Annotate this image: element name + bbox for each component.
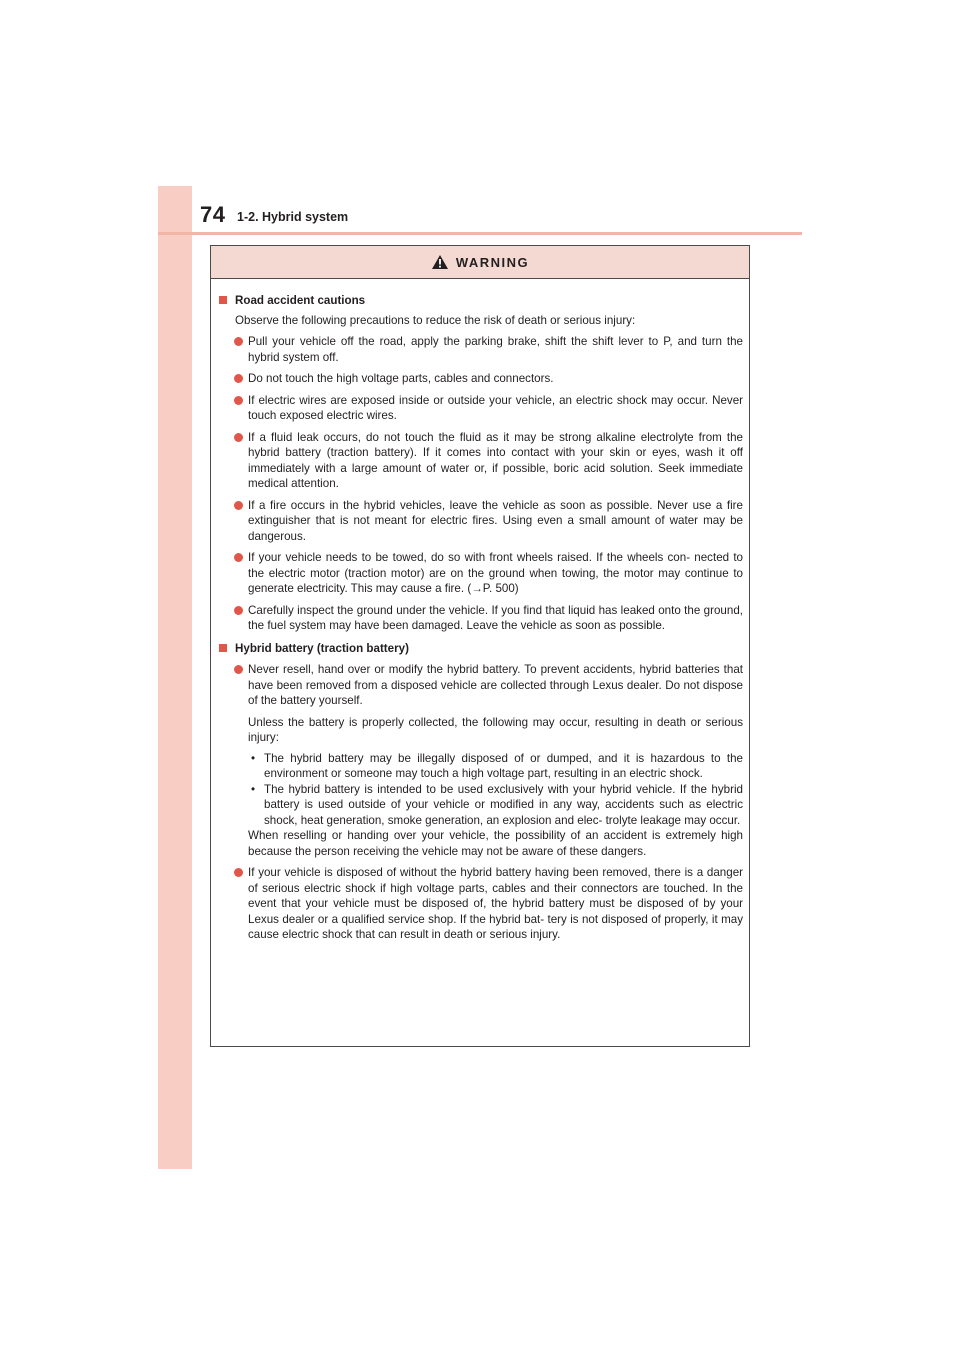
- header-rule: [158, 232, 802, 235]
- warning-header: [211, 246, 749, 279]
- round-bullet-icon: [234, 337, 243, 346]
- paragraph: Unless the battery is properly collected, the following may occur, resulting in death or serious injury:: [248, 715, 743, 744]
- bullet-text: Pull your vehicle off the road, apply the parking brake, shift the shift lever to P, and turn the hybrid system off.: [248, 335, 743, 364]
- square-bullet-icon: [219, 644, 227, 652]
- page-number: 74: [200, 202, 226, 227]
- round-bullet-icon: [234, 606, 243, 615]
- sub-list-item: [217, 751, 743, 782]
- dot-marker: •: [251, 751, 256, 765]
- bullet-item: [217, 550, 743, 597]
- bullet-text: If your vehicle is disposed of without the hybrid battery having been removed, there is a danger of serious electric shock if high voltage parts, cables and their connectors are touched. In the event that your vehicle must be disposed of, the hybrid battery must be disposed of by your Lexus dealer or a qualified service shop. If the hybrid bat- tery is not disposed of properly, it may cause electric shock that can result in death or serious injury.: [248, 866, 743, 941]
- bullet-item: [217, 430, 743, 492]
- bullet-text: If a fluid leak occurs, do not touch the fluid as it may be strong alkaline electrolyte from the hybrid battery (traction battery). If it comes into contact with your skin or eyes, wash it off immediately with a large amount of water or, if possible, boric acid solution. Seek immediate medical attention.: [248, 430, 743, 490]
- bullet-text: Do not touch the high voltage parts, cables and connectors.: [248, 372, 554, 385]
- dot-marker: •: [251, 782, 256, 796]
- warning-box: [210, 245, 750, 1047]
- bullet-item: [217, 662, 743, 709]
- bullet-item: [217, 603, 743, 634]
- round-bullet-icon: [234, 868, 243, 877]
- round-bullet-icon: [234, 396, 243, 405]
- warning-title: WARNING: [455, 254, 530, 270]
- section-intro: Observe the following precautions to reduce the risk of death or serious injury:: [235, 313, 636, 327]
- sub-item-text: The hybrid battery may be illegally disposed of or dumped, and it is hazardous to the environment or someone may touch a high voltage part, resulting in an electric shock.: [264, 751, 743, 780]
- warning-body: [211, 279, 749, 943]
- round-bullet-icon: [234, 665, 243, 674]
- bullet-text: If your vehicle needs to be towed, do so with front wheels raised. If the wheels con- nected to the electric motor (traction motor) are on the ground when towing, the motor may continue to generate electricity. This may cause a fire.: [248, 551, 743, 595]
- bullet-text: If electric wires are exposed inside or outside your vehicle, an electric shock may occur. Never touch exposed electric wires.: [248, 393, 743, 422]
- round-bullet-icon: [234, 553, 243, 562]
- warning-triangle-icon: [431, 254, 449, 270]
- sub-item-text: The hybrid battery is intended to be used exclusively with your hybrid vehicle. If the hybrid battery is used outside of your vehicle or modified in any way, accidents such as electric shock, heat generation, smoke generation, an explosion and elec- trolyte leakage may occur.: [264, 782, 743, 827]
- bullet-item: [217, 498, 743, 545]
- closing-paragraph: When reselling or handing over your vehicle, the possibility of an accident is extremely high because the person receiving the vehicle may not be aware of these dangers.: [248, 829, 743, 858]
- round-bullet-icon: [234, 374, 243, 383]
- section-heading-hybrid-battery: [217, 641, 743, 657]
- bullet-text: Carefully inspect the ground under the vehicle. If you find that liquid has leaked onto the ground, the fuel system may have been damaged. Leave the vehicle as soon as possible.: [248, 603, 743, 632]
- square-bullet-icon: [219, 296, 227, 304]
- side-band: [158, 186, 192, 1169]
- bullet-item: [217, 371, 743, 387]
- section-title: 1-2. Hybrid system: [237, 210, 349, 224]
- bullet-item: [217, 334, 743, 365]
- round-bullet-icon: [234, 433, 243, 442]
- bullet-item: [217, 393, 743, 424]
- page-reference-link[interactable]: (→P. 500): [467, 582, 519, 595]
- bullet-text: If a fire occurs in the hybrid vehicles, leave the vehicle as soon as possible. Never use a fire extinguisher that is not meant for electric fires. Using even a small amount of water may be dangerous.: [248, 498, 743, 543]
- section-heading-road-accident: [217, 293, 743, 309]
- bullet-item: [217, 865, 743, 943]
- round-bullet-icon: [234, 501, 243, 510]
- bullet-text: Never resell, hand over or modify the hybrid battery. To prevent accidents, hybrid batteries that have been removed from a disposed vehicle are collected through Lexus dealer. Do not dispose of the battery yourself.: [248, 663, 743, 707]
- sub-list-item: [217, 782, 743, 829]
- section-heading-text: Road accident cautions: [235, 294, 366, 307]
- section-heading-text: Hybrid battery (traction battery): [235, 641, 409, 655]
